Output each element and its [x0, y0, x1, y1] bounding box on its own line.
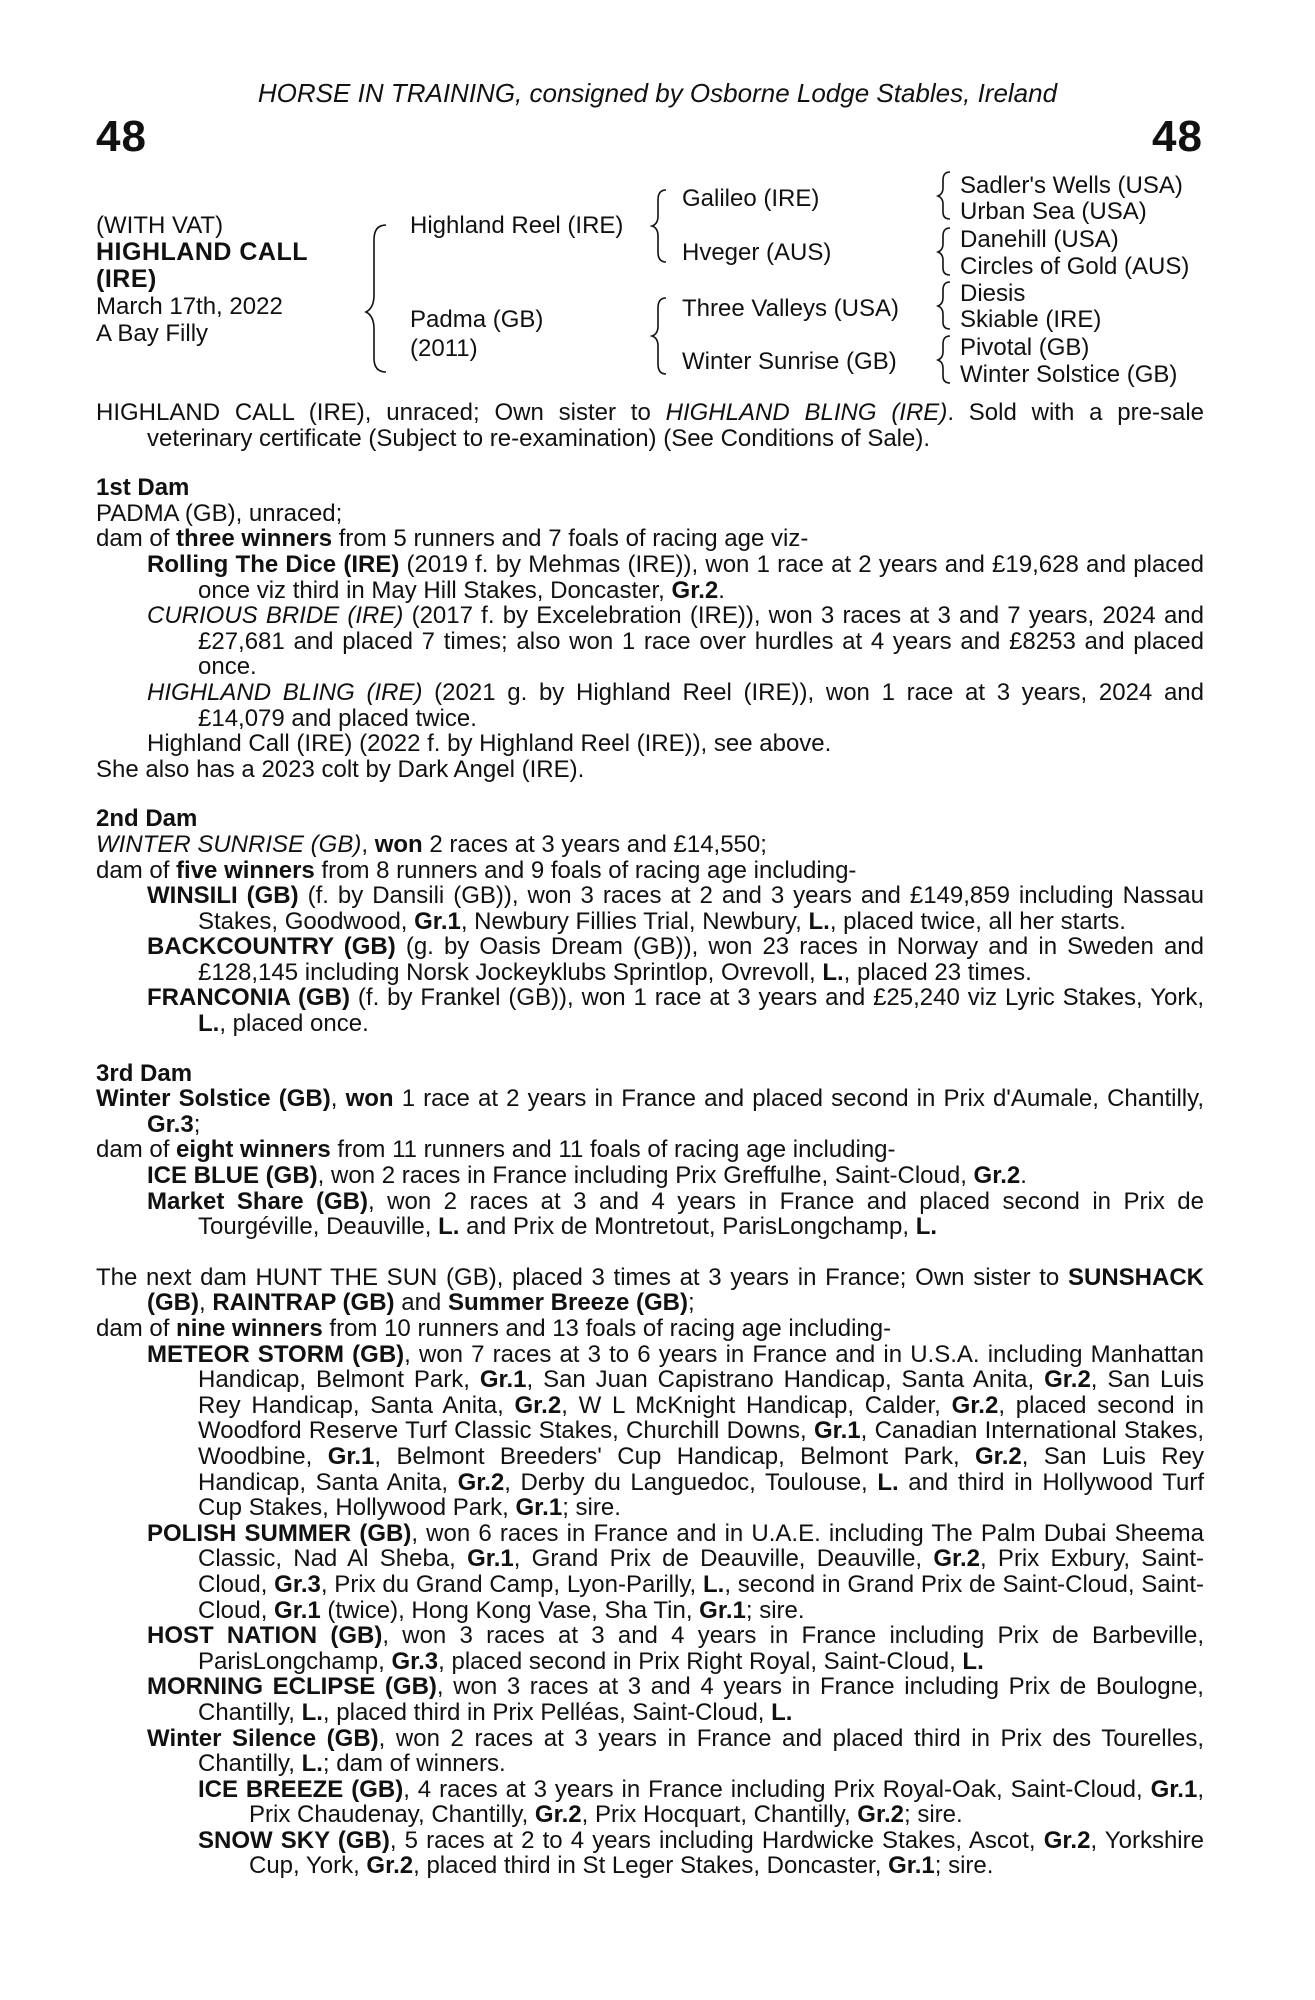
first-dam-note: She also has a 2023 colt by Dark Angel (IRE). — [96, 755, 585, 783]
next-dam-summary: dam of nine winners from 10 runners and 13 foals of racing age including- — [96, 1315, 892, 1342]
sire-dam-dam: Circles of Gold (AUS) — [960, 253, 1190, 280]
progeny-highland-call: Highland Call (IRE) (2022 f. by Highland Reel (IRE)), see above. — [147, 730, 832, 758]
horse-name-suffix: (IRE) — [96, 265, 157, 293]
progeny-host-nation: HOST NATION (GB), won 3 races at 3 and 4 years in France including Prix de Barbeville, ParisLongchamp, Gr.3, placed second in Prix Right Royal, Saint-Cloud, L. — [147, 1622, 1205, 1675]
second-dam-line: WINTER SUNRISE (GB), won 2 races at 3 years and £14,550; — [96, 830, 767, 858]
dam-sire-sire: Diesis — [960, 280, 1026, 307]
lot-number-left: 48 — [96, 112, 147, 161]
progeny-morning-eclipse: MORNING ECLIPSE (GB), won 3 races at 3 and 4 years in France including Prix de Boulogne, Chantilly, L., placed third in Prix Pelléas, Saint-Cloud, L. — [147, 1673, 1204, 1726]
progeny-ice-blue: ICE BLUE (GB), won 2 races in France including Prix Greffulhe, Saint-Cloud, Gr.2. — [147, 1162, 1027, 1190]
dam-sire: Three Valleys (USA) — [682, 295, 899, 322]
sire-dam-sire: Danehill (USA) — [960, 226, 1119, 253]
progeny-highland-bling: HIGHLAND BLING (IRE) (2021 g. by Highland Reel (IRE)), won 1 race at 3 years, 2024 and £14,079 and placed twice. — [147, 678, 1205, 732]
sire-sire: Galileo (IRE) — [682, 185, 820, 212]
grandprogeny-snow-sky: SNOW SKY (GB), 5 races at 2 to 4 years including Hardwicke Stakes, Ascot, Gr.2, Yorkshire Cup, York, Gr.2, placed third in St Leger Stakes, Doncaster, Gr.1; sire. — [198, 1826, 1204, 1880]
brace-sd — [938, 228, 950, 275]
sire: Highland Reel (IRE) — [410, 212, 624, 239]
progeny-franconia: FRANCONIA (GB) (f. by Frankel (GB)), won 1 race at 3 years and £25,240 viz Lyric Stakes, York, L., placed once. — [147, 984, 1205, 1038]
brace-ss — [938, 172, 950, 219]
foaling-date: March 17th, 2022 — [96, 293, 283, 320]
next-dam-line: The next dam HUNT THE SUN (GB), placed 3 times at 3 years in France; Own sister to SUNSHACK (GB), RAINTRAP (GB) and Summer Breeze (GB); — [96, 1263, 1204, 1317]
first-dam-heading: 1st Dam — [96, 474, 190, 502]
brace-dam — [652, 298, 666, 374]
dam-dam-dam: Winter Solstice (GB) — [960, 361, 1178, 388]
sire-dam: Hveger (AUS) — [682, 239, 832, 266]
first-dam-summary: dam of three winners from 5 runners and 7 foals of racing age viz- — [96, 525, 809, 553]
progeny-curious-bride: CURIOUS BRIDE (IRE) (2017 f. by Excelebration (IRE)), won 3 races at 3 and 7 years, 2024 and £27,681 and placed 7 times; also won 1 race over hurdles at 4 years and £8253 and placed once. — [147, 602, 1204, 681]
progeny-market-share: Market Share (GB), won 2 races at 3 and 4 years in France and placed second in Prix de Tourgéville, Deauville, L. and Prix de Montretout, ParisLongchamp, L. — [147, 1187, 1205, 1241]
dam: Padma (GB) — [410, 306, 544, 333]
progeny-backcountry: BACKCOUNTRY (GB) (g. by Oasis Dream (GB)), won 23 races in Norway and in Sweden and £128,145 including Norsk Jockeyklubs Sprintlop, Ovrevoll, L., placed 23 times. — [147, 933, 1204, 986]
lot-number-right: 48 — [1152, 112, 1203, 161]
first-dam-line: PADMA (GB), unraced; — [96, 499, 343, 527]
catalogue-header: HORSE IN TRAINING, consigned by Osborne Lodge Stables, Ireland — [257, 78, 1058, 108]
second-dam-heading: 2nd Dam — [96, 805, 198, 833]
intro-paragraph: HIGHLAND CALL (IRE), unraced; Own sister to HIGHLAND BLING (IRE). Sold with a pre-sale veterinary certificate (Subject to re-examination) (See Conditions of Sale). — [96, 399, 1205, 452]
catalogue-body — [96, 400, 1204, 1879]
grandprogeny-ice-breeze: ICE BREEZE (GB), 4 races at 3 years in France including Prix Royal-Oak, Saint-Cloud, Gr.1, Prix Chaudenay, Chantilly, Gr.2, Prix Hocquart, Chantilly, Gr.2; sire. — [198, 1775, 1204, 1829]
third-dam-line: Winter Solstice (GB), won 1 race at 2 years in France and placed second in Prix d'Aumale, Chantilly, Gr.3; — [96, 1085, 1204, 1138]
progeny-rolling-the-dice: Rolling The Dice (IRE) (2019 f. by Mehmas (IRE)), won 1 race at 2 years and £19,628 and placed once viz third in May Hill Stakes, Doncaster, Gr.2. — [147, 550, 1204, 604]
sire-sire-dam: Urban Sea (USA) — [960, 198, 1147, 225]
third-dam-heading: 3rd Dam — [96, 1059, 193, 1087]
second-dam-summary: dam of five winners from 8 runners and 9 foals of racing age including- — [96, 856, 857, 884]
brace-dd — [938, 336, 950, 383]
dam-sire-dam: Skiable (IRE) — [960, 306, 1102, 333]
dam-dam-sire: Pivotal (GB) — [960, 334, 1090, 361]
progeny-meteor-storm: METEOR STORM (GB), won 7 races at 3 to 6 years in France and in U.S.A. including Manhattan Handicap, Belmont Park, Gr.1, San Juan Capistrano Handicap, Santa Anita, Gr.2, San Luis Rey Handicap, Santa Anita, Gr.2, W L McKnight Handicap, Calder, Gr.2, placed second in Woodford Reserve Turf Classic Stakes, Churchill Downs, Gr.1, Canadian International Stakes, Woodbine, Gr.1, Belmont Breeders' Cup Handicap, Belmont Park, Gr.2, San Luis Rey Handicap, Santa Anita, Gr.2, Derby du Languedoc, Toulouse, L. and third in Hollywood Turf Cup Stakes, Hollywood Park, Gr.1; sire. — [147, 1340, 1205, 1522]
vat-note: (WITH VAT) — [96, 212, 224, 239]
brace-ds — [938, 282, 950, 329]
progeny-winsili: WINSILI (GB) (f. by Dansili (GB)), won 3 races at 2 and 3 years and £149,859 including Nassau Stakes, Goodwood, Gr.1, Newbury Fillies Trial, Newbury, L., placed twice, all her starts. — [147, 882, 1205, 935]
brace-sire — [652, 190, 666, 262]
third-dam-summary: dam of eight winners from 11 runners and 11 foals of racing age including- — [96, 1136, 896, 1164]
dam-year: (2011) — [410, 335, 478, 362]
horse-description: A Bay Filly — [96, 320, 209, 347]
progeny-winter-silence: Winter Silence (GB), won 2 races at 3 years in France and placed third in Prix des Tourelles, Chantilly, L.; dam of winners. — [147, 1724, 1204, 1778]
dam-dam: Winter Sunrise (GB) — [682, 348, 897, 375]
brace-main — [366, 225, 386, 372]
sire-sire-sire: Sadler's Wells (USA) — [960, 172, 1183, 199]
horse-name: HIGHLAND CALL — [96, 238, 309, 266]
progeny-polish-summer: POLISH SUMMER (GB), won 6 races in France and in U.A.E. including The Palm Dubai Sheema Classic, Nad Al Sheba, Gr.1, Grand Prix de Deauville, Deauville, Gr.2, Prix Exbury, Saint-Cloud, Gr.3, Prix du Grand Camp, Lyon-Parilly, L., second in Grand Prix de Saint-Cloud, Saint-Cloud, Gr.1 (twice), Hong Kong Vase, Sha Tin, Gr.1; sire. — [147, 1519, 1205, 1624]
